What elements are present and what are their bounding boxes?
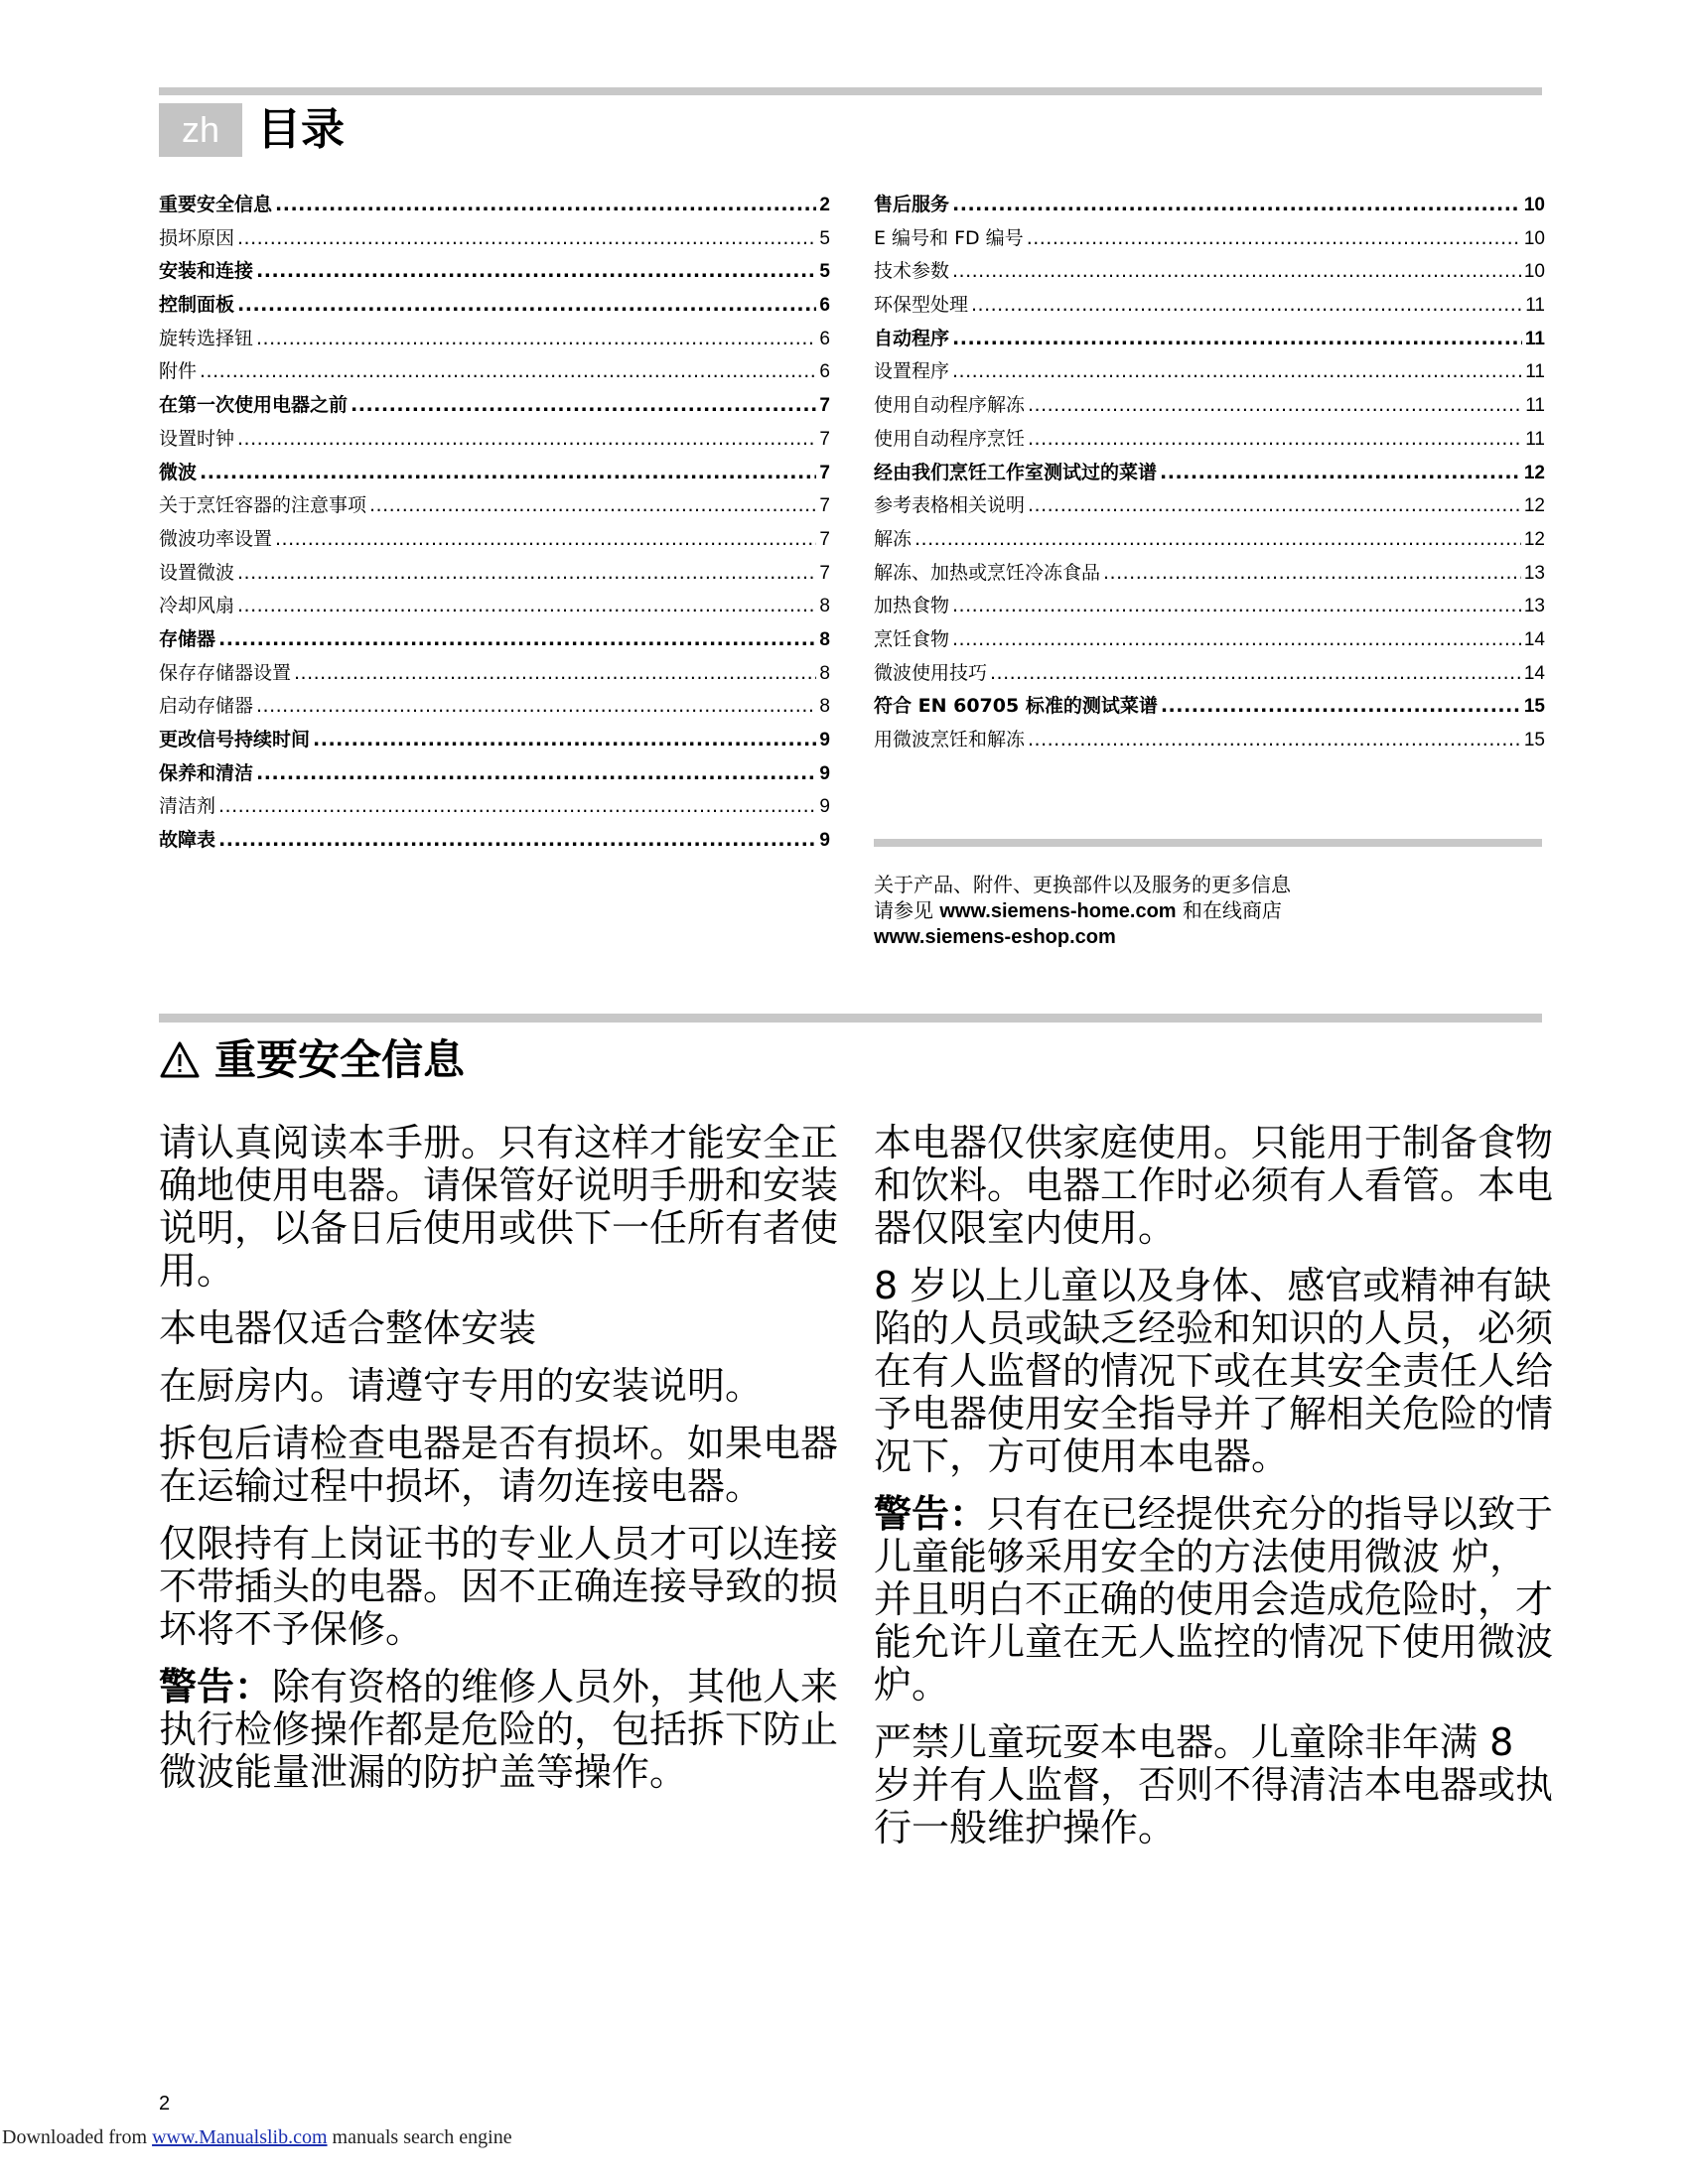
toc-title: 目录: [257, 104, 345, 155]
toc-entry-page: 10: [1523, 227, 1545, 249]
toc-dot-leader: [237, 222, 816, 256]
toc-dot-leader: [275, 523, 816, 557]
toc-entry-page: 14: [1523, 662, 1545, 684]
toc-entry[interactable]: [874, 690, 1545, 724]
siemens-home-url[interactable]: www.siemens-home.com: [939, 900, 1177, 922]
toc-entry-label: 清洁剂: [159, 795, 216, 818]
toc-dot-leader: [313, 724, 816, 757]
toc-entry[interactable]: [159, 222, 830, 256]
toc-entry[interactable]: [159, 189, 830, 222]
toc-entry[interactable]: [874, 423, 1545, 457]
toc-entry-page: 12: [1523, 495, 1545, 517]
toc-entry-label: 控制面板: [159, 294, 235, 317]
toc-entry[interactable]: [874, 289, 1545, 323]
toc-entry-page: 11: [1524, 328, 1545, 349]
toc-entry-page: 8: [819, 628, 830, 650]
download-footer: [2, 2126, 512, 2149]
warning-triangle-icon: [159, 1039, 201, 1081]
toc-dot-leader: [952, 189, 1521, 222]
toc-dot-leader: [1103, 557, 1521, 591]
toc-entry[interactable]: [874, 457, 1545, 490]
footer-prefix: Downloaded from: [2, 2126, 153, 2148]
language-badge: zh: [159, 103, 242, 157]
siemens-eshop-url[interactable]: www.siemens-eshop.com: [874, 926, 1116, 948]
toc-dot-leader: [952, 590, 1521, 623]
toc-entry[interactable]: [874, 590, 1545, 623]
toc-entry-page: 5: [819, 261, 830, 283]
toc-entry-page: 10: [1523, 195, 1545, 215]
safety-header: [159, 1030, 465, 1090]
toc-entry[interactable]: [159, 523, 830, 557]
toc-entry[interactable]: [874, 222, 1545, 256]
toc-entry-page: 11: [1525, 361, 1545, 383]
toc-entry-label: 设置微波: [159, 561, 235, 584]
toc-entry-label: 微波使用技巧: [874, 661, 988, 684]
toc-entry[interactable]: [159, 489, 830, 523]
toc-dot-leader: [1028, 423, 1522, 457]
warning-text: 只有在已经提供充分的指导以致于儿童能够采用安全的方法使用微波 炉，并且明白不正确的使用会造成危险时，才能允许儿童在无人监控的情况下使用微波炉。: [874, 1492, 1554, 1706]
toc-entry-label: 旋转选择钮: [159, 327, 254, 349]
toc-entry-label: 损坏原因: [159, 226, 235, 249]
toc-entry-label: 附件: [159, 360, 198, 383]
toc-entry-page: 10: [1523, 261, 1545, 283]
toc-entry-page: 6: [819, 328, 830, 349]
toc-dot-leader: [1028, 389, 1522, 423]
toc-dot-leader: [218, 824, 816, 858]
toc-entry-label: 故障表: [159, 829, 216, 852]
toc-left-column: [159, 189, 830, 858]
toc-entry-label: 烹饪食物: [874, 627, 950, 650]
toc-right-column: [874, 189, 1545, 757]
toc-entry-label: 解冻、加热或烹饪冷冻食品: [874, 561, 1101, 584]
toc-entry-label: 参考表格相关说明: [874, 494, 1026, 517]
toc-entry-page: 5: [819, 227, 830, 249]
toc-entry-page: 6: [819, 361, 830, 383]
toc-dot-leader: [256, 255, 816, 289]
toc-entry[interactable]: [874, 255, 1545, 289]
toc-dot-leader: [256, 690, 816, 724]
toc-entry-page: 9: [819, 830, 830, 852]
toc-entry[interactable]: [159, 790, 830, 824]
toc-entry-label: 保存存储器设置: [159, 661, 292, 684]
toc-entry[interactable]: [874, 523, 1545, 557]
toc-entry-page: 14: [1523, 628, 1545, 650]
toc-entry-label: 在第一次使用电器之前: [159, 394, 349, 417]
toc-entry-page: 13: [1523, 562, 1545, 584]
toc-entry-page: 12: [1523, 462, 1545, 483]
toc-entry-label: E 编号和 FD 编号: [874, 226, 1024, 249]
toc-entry[interactable]: [159, 590, 830, 623]
toc-entry[interactable]: [159, 657, 830, 691]
toc-entry[interactable]: [874, 557, 1545, 591]
toc-entry[interactable]: [874, 657, 1545, 691]
toc-entry-page: 11: [1525, 395, 1545, 417]
safety-paragraph: 请认真阅读本手册。只有这样才能安全正确地使用电器。请保管好说明手册和安装说明，以备日后使用或供下一任所有者使用。: [159, 1121, 839, 1293]
toc-entry-label: 设置时钟: [159, 427, 235, 450]
toc-entry[interactable]: [159, 355, 830, 389]
warning-label: 警告：: [874, 1492, 988, 1536]
toc-entry[interactable]: [874, 489, 1545, 523]
toc-dot-leader: [369, 489, 816, 523]
toc-entry-page: 12: [1523, 528, 1545, 550]
toc-entry-label: 关于烹饪容器的注意事项: [159, 494, 367, 517]
toc-entry-label: 存储器: [159, 627, 216, 650]
toc-entry-label: 符合 EN 60705 标准的测试菜谱: [874, 695, 1158, 718]
toc-entry-page: 8: [819, 596, 830, 617]
top-divider: [159, 87, 1542, 95]
toc-dot-leader: [1028, 489, 1521, 523]
toc-entry[interactable]: [874, 355, 1545, 389]
toc-entry-label: 重要安全信息: [159, 194, 273, 215]
safety-paragraph: 严禁儿童玩耍本电器。儿童除非年满 8 岁并有人监督，否则不得清洁本电器或执行一般维护操作。: [874, 1720, 1554, 1849]
safety-paragraph: 仅限持有上岗证书的专业人员才可以连接不带插头的电器。因不正确连接导致的损坏将不予保修。: [159, 1522, 839, 1651]
warning-text: 除有资格的维修人员外，其他人来执行检修操作都是危险的，包括拆下防止微波能量泄漏的防护盖等操作。: [159, 1665, 839, 1794]
toc-entry[interactable]: [159, 724, 830, 757]
safety-paragraph: 本电器仅适合整体安装: [159, 1306, 537, 1350]
toc-entry-page: 9: [819, 762, 830, 784]
toc-entry-label: 解冻: [874, 527, 913, 550]
toc-entry-label: 自动程序: [874, 327, 950, 349]
toc-dot-leader: [1028, 724, 1521, 757]
toc-entry-page: 11: [1525, 295, 1545, 317]
toc-entry-label: 冷却风扇: [159, 595, 235, 617]
toc-entry-label: 用微波烹饪和解冻: [874, 729, 1026, 751]
toc-entry[interactable]: [159, 423, 830, 457]
toc-entry-page: 7: [819, 462, 830, 483]
manualslib-link[interactable]: www.Manualslib.com: [152, 2126, 328, 2148]
toc-dot-leader: [237, 590, 816, 623]
toc-entry-page: 15: [1523, 696, 1545, 718]
toc-dot-leader: [952, 355, 1522, 389]
toc-dot-leader: [237, 557, 816, 591]
toc-dot-leader: [1160, 457, 1521, 490]
safety-left-column: [159, 1122, 844, 1809]
toc-entry[interactable]: [874, 389, 1545, 423]
toc-dot-leader: [200, 355, 816, 389]
toc-entry-label: 经由我们烹饪工作室测试过的菜谱: [874, 461, 1158, 483]
toc-dot-leader: [1027, 222, 1521, 256]
safety-paragraph: 拆包后请检查电器是否有损坏。如果电器在运输过程中损坏，请勿连接电器。: [159, 1422, 839, 1508]
toc-dot-leader: [218, 790, 816, 824]
toc-entry-page: 7: [819, 395, 830, 417]
toc-entry[interactable]: [159, 824, 830, 858]
footer-suffix: manuals search engine: [327, 2126, 512, 2148]
safety-paragraph: 在厨房内。请遵守专用的安装说明。: [159, 1364, 764, 1408]
toc-dot-leader: [237, 423, 816, 457]
toc-entry-label: 更改信号持续时间: [159, 729, 311, 751]
toc-dot-leader: [256, 323, 816, 356]
toc-dot-leader: [256, 757, 816, 791]
safety-divider: [159, 1014, 1542, 1023]
toc-entry-label: 微波: [159, 461, 198, 483]
toc-dot-leader: [237, 289, 816, 323]
toc-entry-page: 7: [819, 528, 830, 550]
safety-paragraph: 本电器仅供家庭使用。只能用于制备食物和饮料。电器工作时必须有人看管。本电器仅限室内使用。: [874, 1121, 1554, 1250]
toc-entry-page: 7: [819, 562, 830, 584]
toc-entry-label: 环保型处理: [874, 294, 969, 317]
toc-entry[interactable]: [159, 623, 830, 657]
toc-dot-leader: [351, 389, 816, 423]
toc-entry-label: 设置程序: [874, 360, 950, 383]
toc-entry-page: 2: [819, 195, 830, 215]
toc-entry-page: 13: [1523, 596, 1545, 617]
more-info-block: [874, 872, 1549, 950]
toc-entry-label: 使用自动程序烹饪: [874, 427, 1026, 450]
toc-entry-label: 售后服务: [874, 194, 950, 215]
toc-entry[interactable]: [874, 623, 1545, 657]
toc-entry[interactable]: [874, 189, 1545, 222]
toc-entry-page: 7: [819, 495, 830, 517]
toc-dot-leader: [971, 289, 1522, 323]
safety-right-column: [874, 1122, 1559, 1864]
warning-label: 警告：: [159, 1665, 273, 1708]
toc-entry-page: 8: [819, 696, 830, 718]
toc-entry[interactable]: [159, 289, 830, 323]
more-info-divider: [874, 839, 1542, 847]
safety-warning: [159, 1666, 844, 1794]
page-number: 2: [159, 2093, 171, 2115]
toc-entry-page: 6: [819, 295, 830, 317]
toc-entry-label: 技术参数: [874, 260, 950, 283]
toc-entry[interactable]: [159, 690, 830, 724]
toc-dot-leader: [952, 623, 1521, 657]
more-info-line1: 关于产品、附件、更换部件以及服务的更多信息: [874, 873, 1291, 896]
toc-entry-page: 8: [819, 662, 830, 684]
toc-entry[interactable]: [159, 757, 830, 791]
toc-entry-page: 9: [819, 796, 830, 818]
toc-dot-leader: [200, 457, 816, 490]
safety-paragraph: 8 岁以上儿童以及身体、感官或精神有缺陷的人员或缺乏经验和知识的人员，必须在有人监督的情况下或在其安全责任人给予电器使用安全指导并了解相关危险的情况下，方可使用本电器。: [874, 1264, 1554, 1478]
toc-dot-leader: [218, 623, 816, 657]
toc-entry-label: 保养和清洁: [159, 761, 254, 784]
toc-dot-leader: [914, 523, 1521, 557]
toc-entry-page: 11: [1525, 428, 1545, 450]
toc-dot-leader: [1161, 690, 1521, 724]
toc-dot-leader: [990, 657, 1521, 691]
toc-dot-leader: [294, 657, 816, 691]
safety-warning: [874, 1493, 1559, 1706]
toc-entry-page: 15: [1523, 730, 1545, 751]
toc-dot-leader: [952, 255, 1521, 289]
toc-entry[interactable]: [874, 724, 1545, 757]
safety-title: 重要安全信息: [214, 1035, 466, 1084]
toc-entry-label: 启动存储器: [159, 695, 254, 718]
toc-dot-leader: [952, 323, 1522, 356]
toc-entry-page: 7: [819, 428, 830, 450]
more-info-line2-suffix: 和在线商店: [1176, 898, 1282, 922]
toc-entry-label: 使用自动程序解冻: [874, 394, 1026, 417]
toc-entry[interactable]: [874, 323, 1545, 356]
toc-entry[interactable]: [159, 255, 830, 289]
toc-entry[interactable]: [159, 457, 830, 490]
toc-entry-label: 微波功率设置: [159, 527, 273, 550]
toc-entry-label: 加热食物: [874, 595, 950, 617]
toc-entry-label: 安装和连接: [159, 260, 254, 283]
more-info-line2-prefix: 请参见: [874, 898, 940, 922]
toc-entry[interactable]: [159, 323, 830, 356]
toc-dot-leader: [275, 189, 816, 222]
toc-entry[interactable]: [159, 389, 830, 423]
toc-entry-page: 9: [819, 730, 830, 751]
toc-entry[interactable]: [159, 557, 830, 591]
